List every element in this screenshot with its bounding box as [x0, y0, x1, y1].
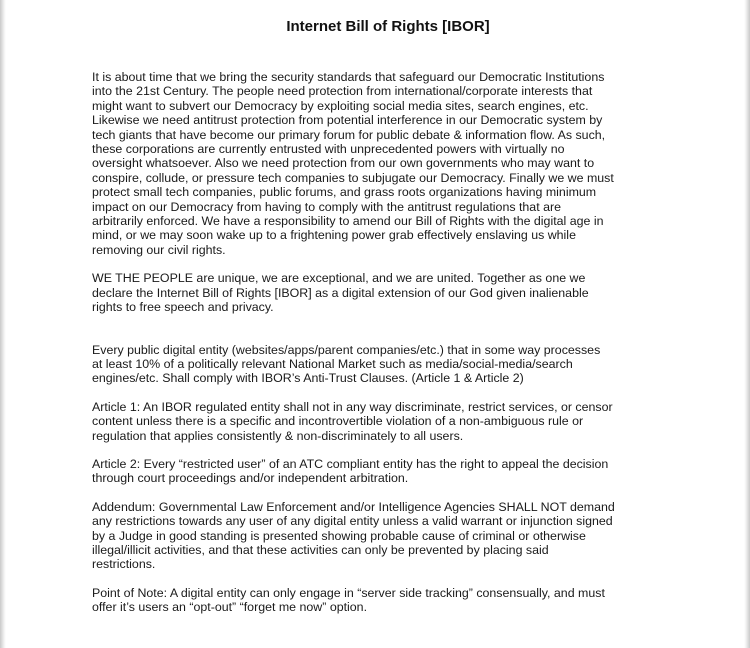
- paragraph-article-2: Article 2: Every “restricted user” of an ATC compliant entity has the right to appeal the decision through court proceedings and/or independent arbitration.: [92, 456, 609, 486]
- page-edge-left: [0, 0, 6, 648]
- page-edge-right: [744, 0, 750, 648]
- paragraph-addendum: Addendum: Governmental Law Enforcement and/or Intelligence Agencies SHALL NOT demand any restrictions towards any user of any digital entity unless a valid warrant or injunction signed by a Judge in good standing is presented showing probable cause of criminal or otherwise illegal/illicit activities, and that these activities can only be prevented by placing said restrictions.: [92, 499, 615, 572]
- paragraph-point-of-note: Point of Note: A digital entity can only engage in “server side tracking” consensually, and must offer it’s users an “opt-out” “forget me now” option.: [92, 585, 605, 615]
- document-page: [92, 16, 662, 629]
- paragraph-introduction: It is about time that we bring the security standards that safeguard our Democratic Institutions into the 21st Century. The people need protection from international/corporate interests that might want to subvert our Democracy by exploiting social media sites, search engines, etc. Likewise we need antitrust protection from potential interference in our Democratic system by tech giants that have become our primary forum for public debate & information flow. As such, these corporations are currently entrusted with unprecedented powers with virtually no oversight whatsoever. Also we need protection from our own governments who may want to conspire, collude, or pressure tech companies to subjugate our Democracy. Finally we we must protect small tech companies, public forums, and grass roots organizations having minimum impact on our Democracy from having to comply with the antitrust regulations that are arbitrarily enforced. We have a responsibility to amend our Bill of Rights with the digital age in mind, or we may soon wake up to a frightening power grab effectively enslaving us while removing our civil rights.: [92, 70, 614, 257]
- paragraph-article-1: Article 1: An IBOR regulated entity shall not in any way discriminate, restrict services, or censor content unless there is a specific and incontrovertible violation of a non-ambiguous rule or regulation that applies consistently & non-discriminately to all users.: [92, 399, 613, 443]
- paragraph-we-the-people: WE THE PEOPLE are unique, we are exceptional, and we are united. Together as one we declare the Internet Bill of Rights [IBOR] as a digital extension of our God given inalienable rights to free speech and privacy.: [92, 271, 589, 315]
- document-title: Internet Bill of Rights [IBOR]: [286, 18, 490, 35]
- paragraph-scope: Every public digital entity (websites/apps/parent companies/etc.) that in some way processes at least 10% of a politically relevant National Market such as media/social-media/search engines/etc. Shall comply with IBOR’s Anti-Trust Clauses. (Article 1 & Article 2): [92, 342, 601, 386]
